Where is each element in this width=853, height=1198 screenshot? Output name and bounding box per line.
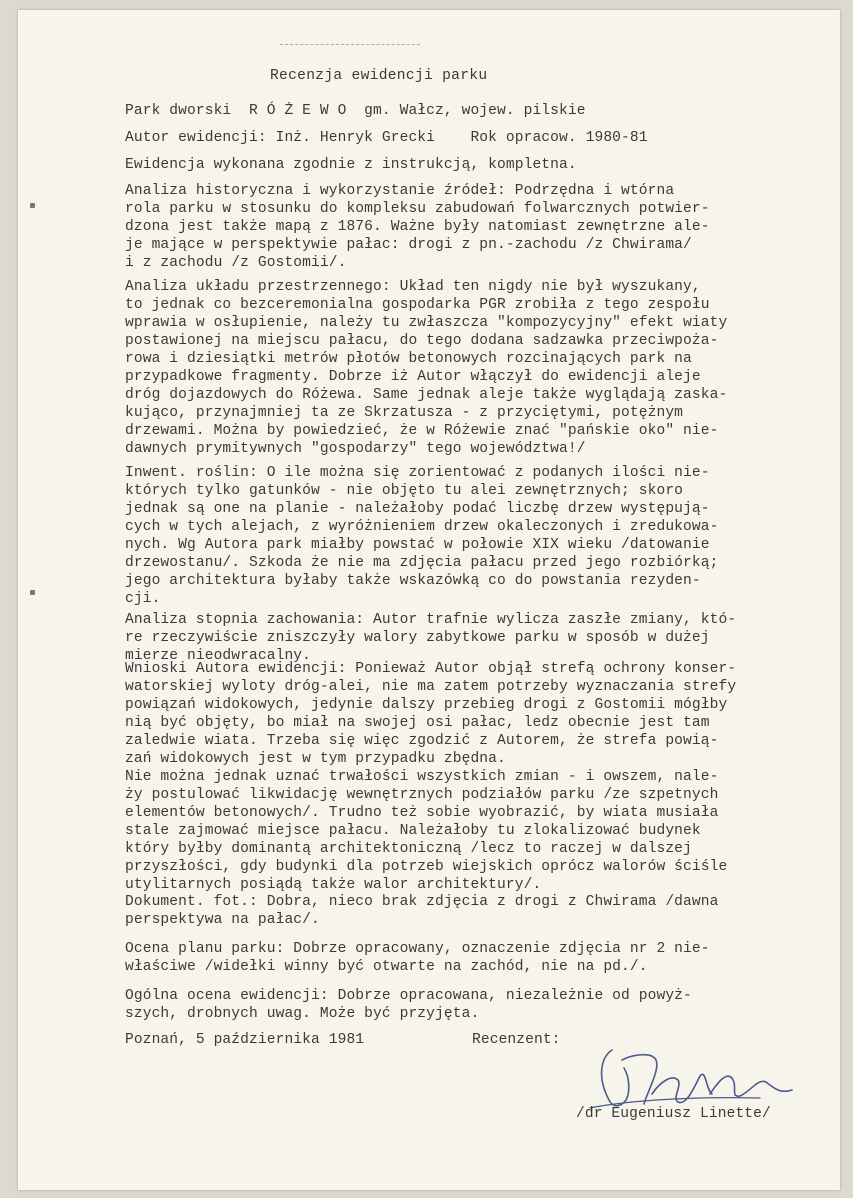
text-line: Nie można jednak uznać trwałości wszystkich zmian - i owszem, nale- <box>125 769 719 785</box>
text-line: utylitarnych posiądą także walor architektury/. <box>125 877 542 893</box>
text-line: Analiza układu przestrzennego: Układ ten nigdy nie był wyszukany, <box>125 279 701 295</box>
text-line: Wnioski Autora ewidencji: Ponieważ Autor objął strefą ochrony konser- <box>125 661 737 677</box>
margin-punch-mark <box>30 590 35 595</box>
text-line: Dokument. fot.: Dobra, nieco brak zdjęcia z drogi z Chwirama /dawna <box>125 894 719 910</box>
faint-top-rule <box>280 44 420 46</box>
text-line: je mające w perspektywie pałac: drogi z pn.-zachodu /z Chwirama/ <box>125 237 692 253</box>
text-line: zaledwie wiata. Trzeba się więc zgodzić z Autorem, że strefa powią- <box>125 733 719 749</box>
text-line: właściwe /widełki winny być otwarte na zachód, nie na pd./. <box>125 959 648 975</box>
text-line: przyszłości, gdy budynki dla potrzeb wiejskich oprócz walorów ściśle <box>125 859 728 875</box>
paragraph-general-assessment <box>125 987 825 1023</box>
text-line: kująco, przynajmniej ta ze Skrzatusza - z przyciętymi, potężnym <box>125 405 684 421</box>
text-line: rola parku w stosunku do kompleksu zabudowań folwarcznych potwier- <box>125 201 710 217</box>
text-line: powiązań widokowych, jedynie dalszy przebieg drogi z Gostomii mógłby <box>125 697 728 713</box>
text-line: Analiza historyczna i wykorzystanie źródeł: Podrzędna i wtórna <box>125 183 675 199</box>
document-title: Recenzja ewidencji parku <box>270 68 488 84</box>
reviewer-label: Recenzent: <box>472 1032 561 1048</box>
text-line: jednak są one na planie - należałoby podać liczbę drzew występują- <box>125 501 710 517</box>
completeness-line: Ewidencja wykonana zgodnie z instrukcją, kompletna. <box>125 157 577 173</box>
paragraph-author-conclusions <box>125 660 825 894</box>
place-and-date: Poznań, 5 października 1981 <box>125 1032 365 1048</box>
text-line: szych, drobnych uwag. Może być przyjęta. <box>125 1006 480 1022</box>
text-line: cji. <box>125 591 161 607</box>
paragraph-plant-inventory <box>125 464 825 608</box>
text-line: i z zachodu /z Gostomii/. <box>125 255 347 271</box>
text-line: jego architektura byłaby także wskazówką co do powstania rezyden- <box>125 573 701 589</box>
text-line: zań widokowych jest w tym przypadku zbędna. <box>125 751 506 767</box>
margin-punch-mark <box>30 203 35 208</box>
text-line: watorskiej wyloty dróg-alei, nie ma zatem potrzeby wyznaczania strefy <box>125 679 737 695</box>
paragraph-spatial-analysis <box>125 278 825 458</box>
text-line: cych w tych alejach, z wyróżnieniem drzew okaleczonych i zredukowa- <box>125 519 719 535</box>
text-line: Ocena planu parku: Dobrze opracowany, oznaczenie zdjęcia nr 2 nie- <box>125 941 710 957</box>
text-line: stale zajmować miejsce pałacu. Należałoby tu zlokalizować budynek <box>125 823 701 839</box>
paragraph-photo-documentation <box>125 893 825 929</box>
handwritten-signature <box>560 1038 800 1138</box>
text-line: przypadkowe fragmenty. Dobrze iż Autor włączył do ewidencji aleje <box>125 369 701 385</box>
text-line: Inwent. roślin: O ile można się zorientować z podanych ilości nie- <box>125 465 710 481</box>
paragraph-historical-analysis <box>125 182 825 272</box>
text-line: ży postulować likwidację wewnętrznych podziałów parku /ze szpetnych <box>125 787 719 803</box>
text-line: elementów betonowych/. Trudno też sobie wyobrazić, by wiata musiała <box>125 805 719 821</box>
text-line: wprawia w osłupienie, należy tu zwłaszcza "kompozycyjny" efekt wiaty <box>125 315 728 331</box>
text-line: mierze nieodwracalny. <box>125 648 312 664</box>
text-line: których tylko gatunków - nie objęto tu alei zewnętrznych; skoro <box>125 483 684 499</box>
text-line: drzewostanu/. Szkoda że nie ma zdjęcia pałacu przed jego rozbiórką; <box>125 555 719 571</box>
text-line: to jednak co bezceremonialna gospodarka PGR zrobiła z tego zespołu <box>125 297 710 313</box>
text-line: dzona jest także mapą z 1876. Ważne były natomiast zewnętrzne ale- <box>125 219 710 235</box>
signer-name: /dr Eugeniusz Linette/ <box>576 1106 771 1122</box>
text-line: rowa i dziesiątki metrów płotów betonowych rozcinających park na <box>125 351 692 367</box>
text-line: nią być objęty, bo miał na swojej osi pałac, ledz obecnie jest tam <box>125 715 710 731</box>
text-line: drzewami. Można by powiedzieć, że w Różewie znać "pańskie oko" nie- <box>125 423 719 439</box>
text-line: dawnych prymitywnych "gospodarzy" tego województwa!/ <box>125 441 586 457</box>
paragraph-preservation-analysis <box>125 611 825 665</box>
text-line: dróg dojazdowych do Różewa. Same jednak aleje także wyglądają zaska- <box>125 387 728 403</box>
text-line: nych. Wg Autora park miałby powstać w połowie XIX wieku /datowanie <box>125 537 710 553</box>
text-line: re rzeczywiście zniszczyły walory zabytkowe parku w sposób w dużej <box>125 630 710 646</box>
text-line: który byłby dominantą architektoniczną /lecz to raczej w dalszej <box>125 841 692 857</box>
park-line: Park dworski R Ó Ż E W O gm. Wałcz, wojew. pilskie <box>125 103 586 119</box>
author-line: Autor ewidencji: Inż. Henryk Grecki Rok opracow. 1980-81 <box>125 130 648 146</box>
paragraph-plan-assessment <box>125 940 825 976</box>
text-line: perspektywa na pałac/. <box>125 912 320 928</box>
text-line: postawionej na miejscu pałacu, do tego dodana sadzawka przeciwpoża- <box>125 333 719 349</box>
text-line: Ogólna ocena ewidencji: Dobrze opracowana, niezależnie od powyż- <box>125 988 692 1004</box>
text-line: Analiza stopnia zachowania: Autor trafnie wylicza zaszłe zmiany, któ- <box>125 612 737 628</box>
